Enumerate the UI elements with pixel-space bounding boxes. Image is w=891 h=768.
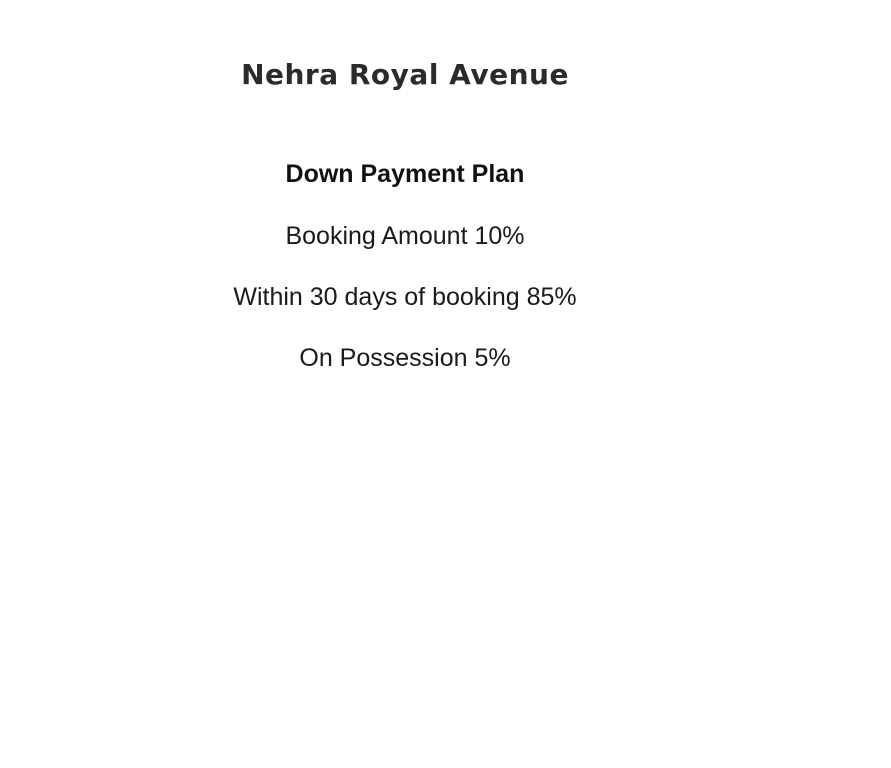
plan-item-booking: Booking Amount 10% — [285, 222, 525, 250]
payment-plan-section — [0, 155, 810, 377]
page-title: Nehra Royal Avenue — [241, 58, 569, 91]
plan-heading: Down Payment Plan — [285, 160, 525, 188]
plan-item-within-30-days: Within 30 days of booking 85% — [233, 283, 577, 311]
plan-item-possession: On Possession 5% — [299, 344, 511, 372]
